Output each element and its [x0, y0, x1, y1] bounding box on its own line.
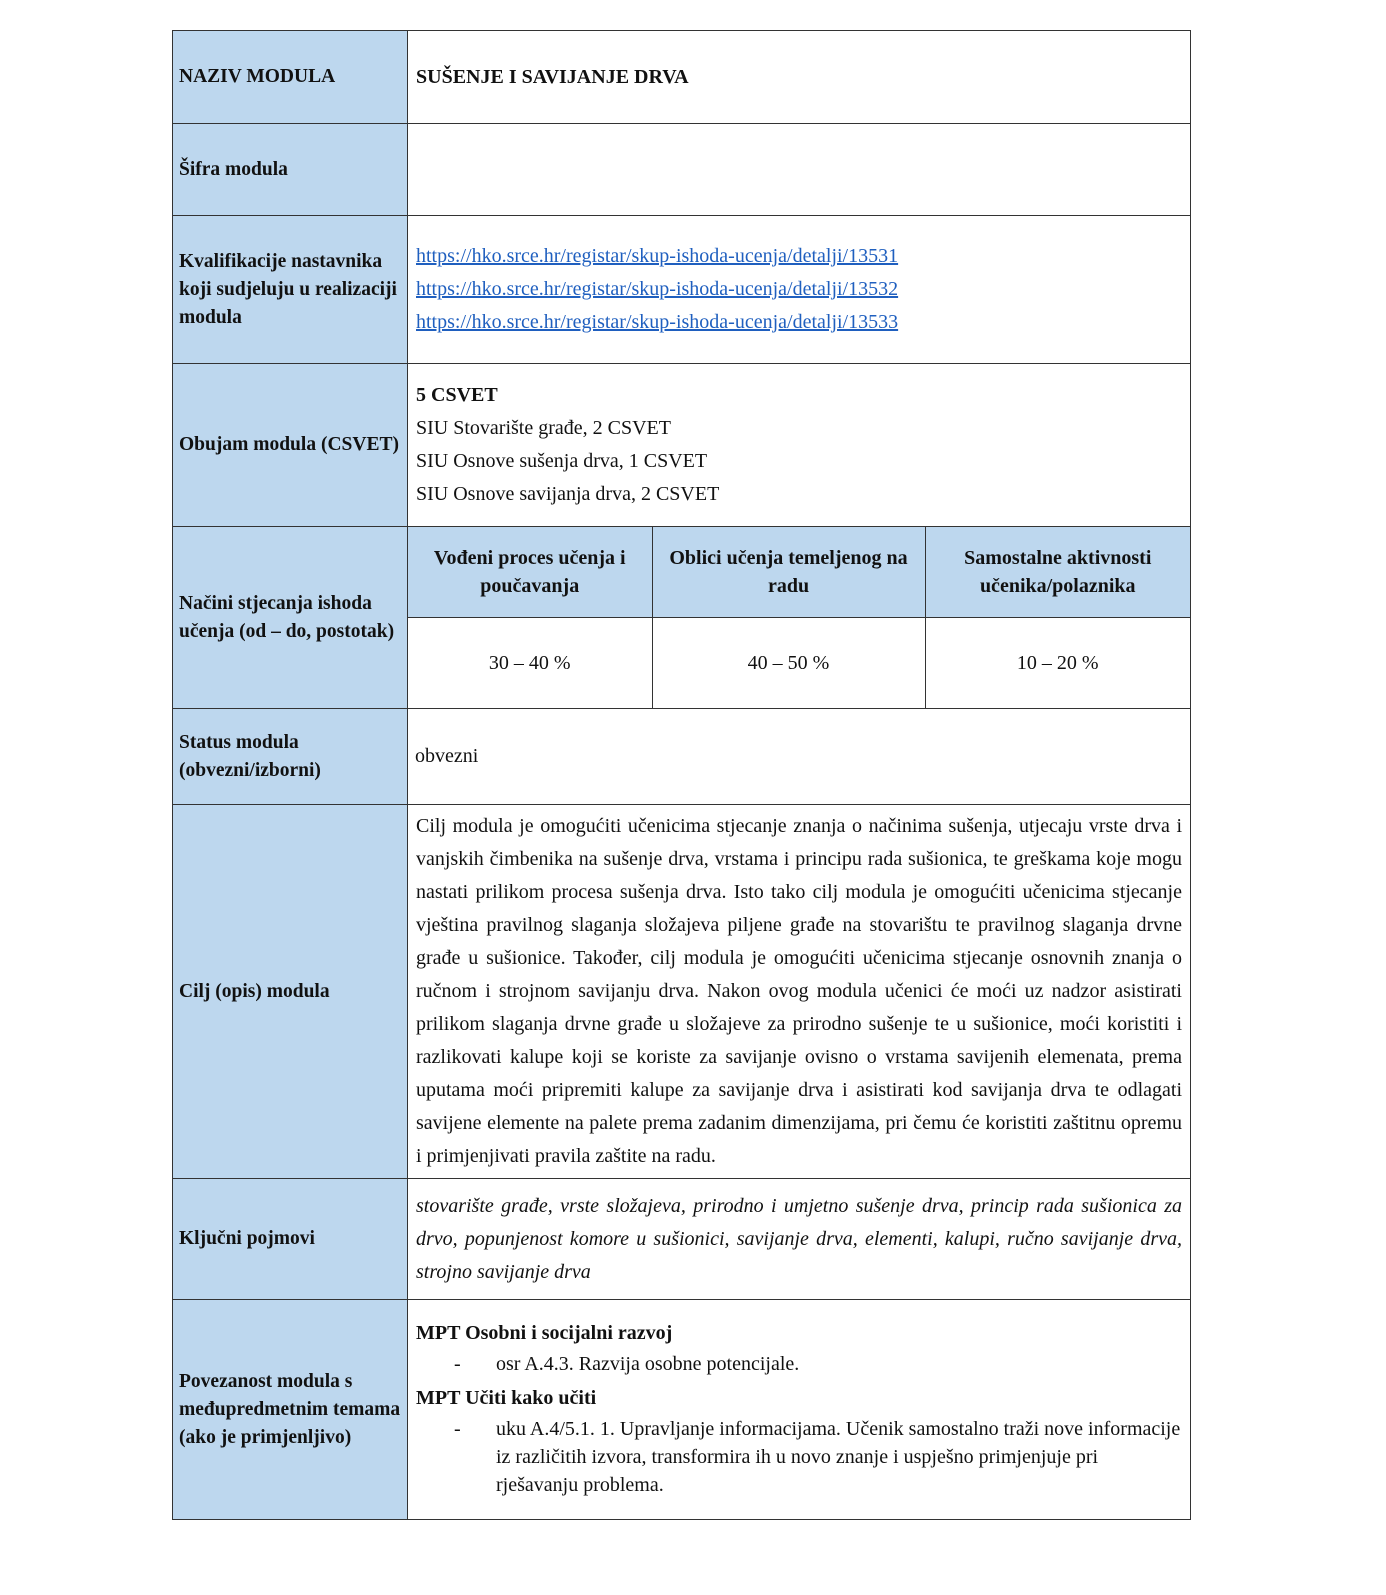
credits-total: 5 CSVET: [416, 384, 498, 406]
learning-modes-values: [408, 618, 1190, 709]
mpt-item-text: osr A.4.3. Razvija osobne potencijale.: [496, 1352, 800, 1375]
bullet-dash-icon: -: [454, 1352, 461, 1375]
mpt-item-text: uku A.4/5.1. 1. Upravljanje informacijama. Učenik samostalno traži nove informacije iz različitih izvora, transformira ih u novo znanje i uspješno primjenjuje pri rješavanju problema.: [496, 1417, 1181, 1496]
qualification-links: [408, 216, 1191, 364]
mpt-heading: MPT Učiti kako učiti: [416, 1386, 597, 1409]
label-nacini-stjecanja: Načini stjecanja ishoda učenja (od – do, postotak): [173, 527, 408, 709]
cross-curricular-topics: [408, 1300, 1191, 1520]
label-sifra-modula: Šifra modula: [173, 124, 408, 216]
row-sifra: [173, 124, 1191, 216]
module-code: [408, 124, 1191, 216]
module-status: obvezni: [408, 709, 1191, 805]
credits-item: SIU Stovarište građe, 2 CSVET: [416, 417, 671, 439]
row-status: [173, 709, 1191, 805]
row-kvalifikacije: [173, 216, 1191, 364]
mpt-heading: MPT Osobni i socijalni razvoj: [416, 1321, 673, 1344]
row-naziv: [173, 31, 1191, 124]
label-kljucni-pojmovi: Ključni pojmovi: [173, 1179, 408, 1300]
module-table: [172, 30, 1191, 1520]
label-status-modula: Status modula (obvezni/izborni): [173, 709, 408, 805]
header-vodeni-proces: Vođeni proces učenja i poučavanja: [408, 527, 652, 618]
module-title: SUŠENJE I SAVIJANJE DRVA: [408, 31, 1191, 124]
value-samostalne-aktivnosti: 10 – 20 %: [925, 618, 1190, 709]
row-nacini: [173, 527, 1191, 709]
label-naziv-modula: NAZIV MODULA: [173, 31, 408, 124]
mpt-item: [416, 1415, 1182, 1499]
credits-item: SIU Osnove savijanja drva, 2 CSVET: [416, 483, 720, 505]
row-cilj: [173, 805, 1191, 1179]
header-samostalne-aktivnosti: Samostalne aktivnosti učenika/polaznika: [925, 527, 1190, 618]
label-cilj-modula: Cilj (opis) modula: [173, 805, 408, 1179]
credits-item: SIU Osnove sušenja drva, 1 CSVET: [416, 450, 708, 472]
header-oblici-ucenja: Oblici učenja temeljenog na radu: [652, 527, 925, 618]
qualification-link-13533[interactable]: https://hko.srce.hr/registar/skup-ishoda-ucenja/detalji/13533: [416, 311, 899, 333]
learning-modes-table: [408, 527, 1190, 708]
bullet-dash-icon: -: [454, 1417, 461, 1440]
mpt-item: [416, 1350, 1182, 1378]
value-oblici-ucenja: 40 – 50 %: [652, 618, 925, 709]
qualification-link-13532[interactable]: https://hko.srce.hr/registar/skup-ishoda-ucenja/detalji/13532: [416, 278, 899, 300]
qualification-link-13531[interactable]: https://hko.srce.hr/registar/skup-ishoda-ucenja/detalji/13531: [416, 245, 899, 267]
label-povezanost: Povezanost modula s međupredmetnim temama (ako je primjenljivo): [173, 1300, 408, 1520]
module-description: Cilj modula je omogućiti učenicima stjecanje znanja o načinima sušenja, utjecaju vrste drva i vanjskih čimbenika na sušenje drva, vrstama i principu rada sušionica, te greškama koje mogu nastati prilikom procesa sušenja drva. Isto tako cilj modula je omogućiti učenicima stjecanje vještina pravilnog slaganja složajeva piljene građe na stovarištu te pravilnog slaganja drvne građe u sušionice. Također, cilj modula je omogućiti učenicima stjecanje osnovnih znanja o ručnom i strojnom savijanju drva. Nakon ovog modula učenici će moći uz nadzor asistirati prilikom slaganja drvne građe u složajeve za prirodno sušenje te u sušionice, moći koristiti i razlikovati kalupe koji se koriste za savijanje ovisno o vrstama savijenih elemenata, prema uputama moći pripremiti kalupe za savijanje drva i asistirati kod savijanja drva te odlagati savijene elemente na palete prema zadanim dimenzijama, pri čemu će koristiti zaštitnu opremu i primjenjivati pravila zaštite na radu.: [408, 805, 1191, 1179]
row-pojmovi: [173, 1179, 1191, 1300]
label-kvalifikacije: Kvalifikacije nastavnika koji sudjeluju u realizaciji modula: [173, 216, 408, 364]
value-vodeni-proces: 30 – 40 %: [488, 651, 571, 674]
label-obujam: Obujam modula (CSVET): [173, 364, 408, 527]
learning-modes-cell: [408, 527, 1191, 709]
key-terms: stovarište građe, vrste složajeva, prirodno i umjetno sušenje drva, princip rada sušionica za drvo, popunjenost komore u sušionici, savijanje drva, elementi, kalupi, ručno savijanje drva, strojno savijanje drva: [408, 1179, 1191, 1300]
row-obujam: [173, 364, 1191, 527]
learning-modes-header: [408, 527, 1190, 618]
row-povezanost: [173, 1300, 1191, 1520]
module-credits: [408, 364, 1191, 527]
